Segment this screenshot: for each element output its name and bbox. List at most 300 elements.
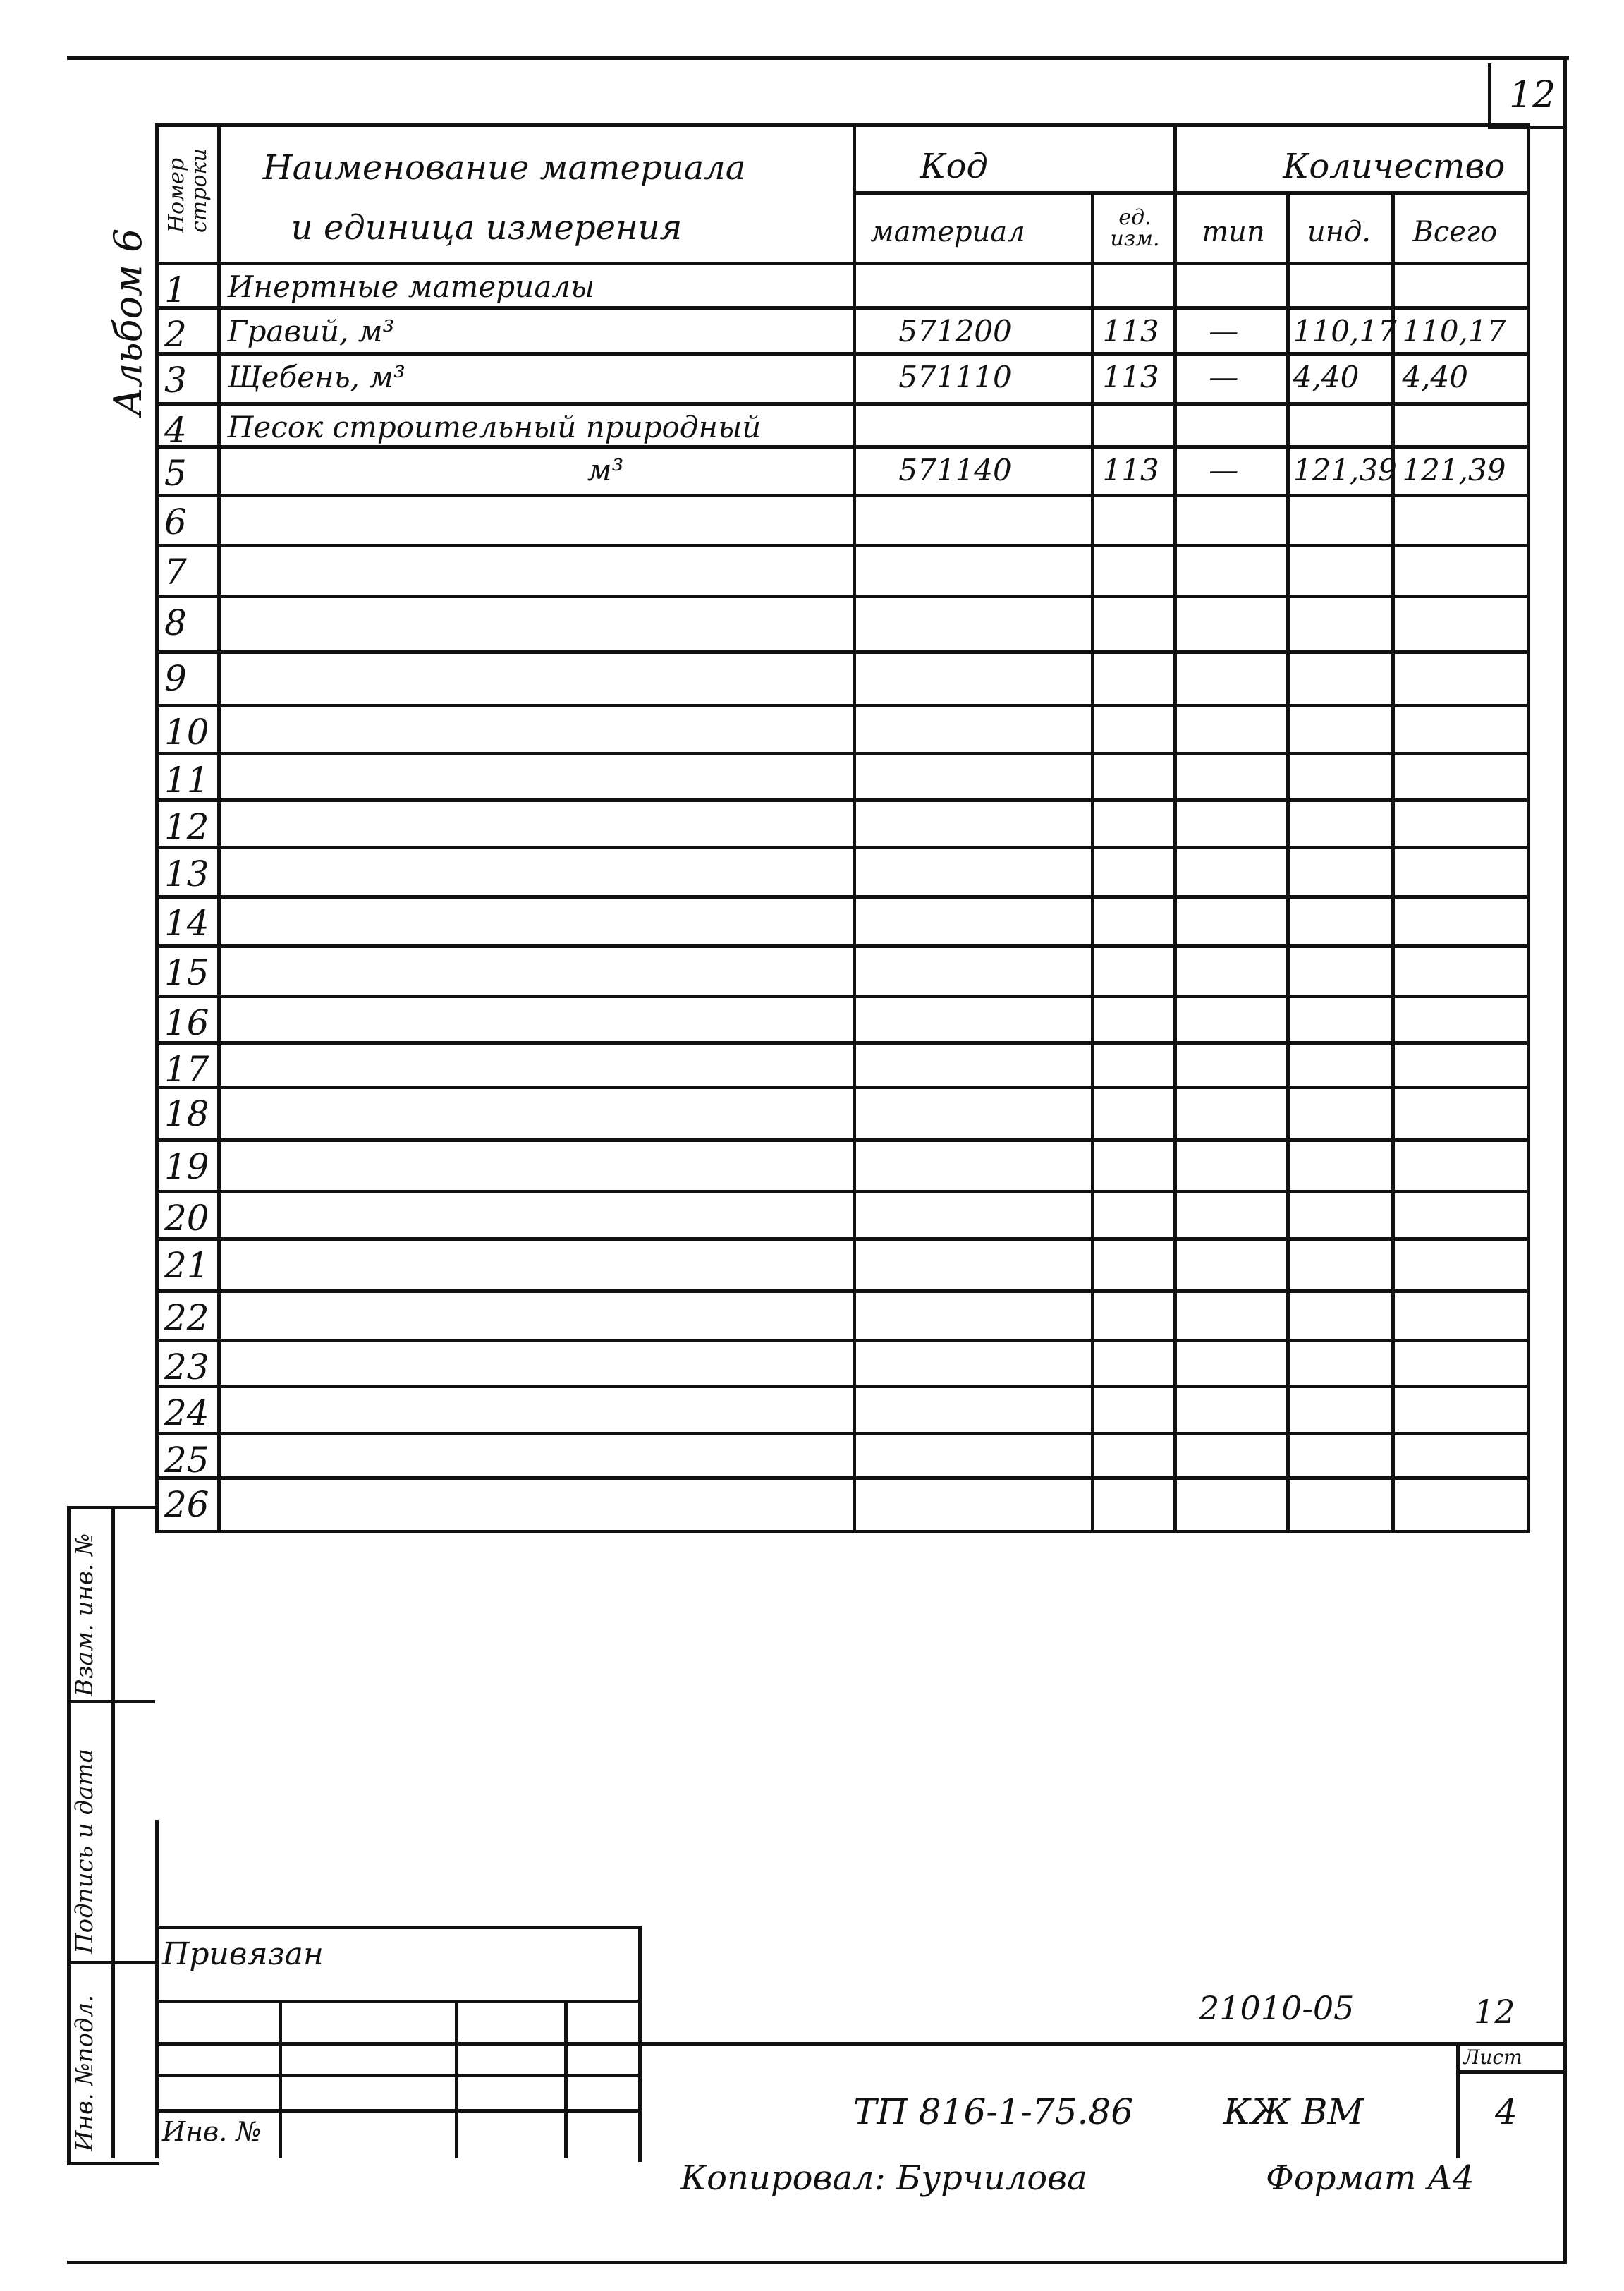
row-type-cell: [1176, 1434, 1288, 1478]
table-row: [157, 308, 1529, 354]
row-unit-cell: [1092, 447, 1176, 496]
sheet-label: Лист: [1463, 2046, 1522, 2069]
row-unit-cell: [1092, 754, 1176, 801]
row-number-cell: [157, 354, 219, 404]
row-type: —: [1209, 453, 1239, 487]
row-unit-cell: [1092, 997, 1176, 1043]
row-ind-cell: [1288, 597, 1393, 652]
top-border-line: [67, 56, 1569, 60]
row-type-cell: [1176, 754, 1288, 801]
side-stamp-sep-1: [67, 1700, 155, 1703]
table-row: [157, 1043, 1529, 1088]
row-total: 121,39: [1402, 453, 1506, 487]
row-type-cell: [1176, 801, 1288, 848]
row-code-cell: [855, 1192, 1092, 1239]
row-code-cell: [855, 264, 1092, 308]
row-unit-cell: [1092, 597, 1176, 652]
row-code-cell: [855, 897, 1092, 947]
table-row: [157, 1088, 1529, 1141]
row-number-cell: [157, 546, 219, 597]
side-stamp-replaced-inv: Взам. инв. №: [71, 1533, 99, 1696]
row-name-cell: [219, 546, 855, 597]
inv-label: Инв. №: [162, 2116, 262, 2147]
side-stamp-signature: Подпись и дата: [71, 1749, 99, 1954]
row-ind-cell: [1288, 1434, 1393, 1478]
row-type-cell: [1176, 1478, 1288, 1532]
header-qty-total: Всего: [1412, 216, 1498, 248]
row-number-cell: [157, 706, 219, 754]
row-number-cell: [157, 897, 219, 947]
row-type-cell: [1176, 496, 1288, 546]
row-number-cell: [157, 801, 219, 848]
row-name: Песок строительный природный: [227, 410, 762, 444]
row-ind: 121,39: [1293, 453, 1397, 487]
row-unit-cell: [1092, 897, 1176, 947]
row-code-cell: [855, 404, 1092, 447]
row-ind-cell: [1288, 706, 1393, 754]
row-number-cell: [157, 1387, 219, 1434]
row-number: 1: [164, 269, 187, 310]
row-name-cell: [219, 404, 855, 447]
row-code-cell: [855, 801, 1092, 848]
row-total: 4,40: [1402, 360, 1468, 394]
row-code-cell: [855, 1387, 1092, 1434]
row-code-cell: [855, 1292, 1092, 1341]
row-name-cell: [219, 652, 855, 706]
table-row: [157, 947, 1529, 997]
row-number-cell: [157, 1239, 219, 1292]
row-number-cell: [157, 404, 219, 451]
row-name-cell: [219, 447, 855, 496]
row-total-cell: [1393, 897, 1529, 947]
row-unit-cell: [1092, 1043, 1176, 1088]
row-unit-cell: [1092, 801, 1176, 848]
row-total-cell: [1393, 546, 1529, 597]
row-code-cell: [855, 652, 1092, 706]
row-number: 18: [164, 1093, 209, 1134]
tied-col-2: [455, 2000, 458, 2158]
sheet-box-left: [1456, 2042, 1460, 2158]
header-code-unit-cell: [1092, 193, 1176, 264]
table-row: [157, 597, 1529, 652]
row-total-cell: [1393, 1387, 1529, 1434]
row-type-cell: [1176, 404, 1288, 447]
row-number: 7: [164, 552, 187, 592]
row-type-cell: [1176, 1292, 1288, 1341]
row-ind-cell: [1288, 1292, 1393, 1341]
row-code-cell: [855, 1043, 1092, 1088]
row-type-cell: [1176, 1341, 1288, 1387]
row-number: 22: [164, 1297, 209, 1338]
row-number: 4: [164, 410, 187, 451]
header-code-unit: ед. изм.: [1110, 205, 1160, 251]
row-type-cell: [1176, 1387, 1288, 1434]
row-ind-cell: [1288, 1141, 1393, 1192]
row-number: 8: [164, 602, 187, 643]
row-name-cell: [219, 801, 855, 848]
row-unit-cell: [1092, 308, 1176, 354]
row-ind-cell: [1288, 354, 1393, 404]
table-row: [157, 1341, 1529, 1387]
row-number: 9: [164, 658, 187, 699]
row-name-cell: [219, 1434, 855, 1478]
page-number: 12: [1509, 74, 1556, 116]
table-row: [157, 546, 1529, 597]
row-total-cell: [1393, 848, 1529, 897]
row-number: 24: [164, 1392, 209, 1433]
row-total-cell: [1393, 1239, 1529, 1292]
row-unit-cell: [1092, 706, 1176, 754]
row-code-cell: [855, 546, 1092, 597]
row-code-cell: [855, 1341, 1092, 1387]
row-number-cell: [157, 1192, 219, 1239]
row-ind-cell: [1288, 801, 1393, 848]
side-stamp-inv-orig: Инв. №подл.: [71, 1995, 99, 2151]
row-total-cell: [1393, 264, 1529, 308]
row-unit-cell: [1092, 1239, 1176, 1292]
row-total: 110,17: [1402, 314, 1506, 348]
row-name-cell: [219, 848, 855, 897]
table-row: [157, 897, 1529, 947]
row-total-cell: [1393, 354, 1529, 404]
table-row: [157, 1239, 1529, 1292]
table-row: [157, 1434, 1529, 1478]
row-code-cell: [855, 1088, 1092, 1141]
table-row: [157, 1141, 1529, 1192]
row-type: —: [1209, 314, 1239, 348]
row-number-cell: [157, 1292, 219, 1341]
header-row-num-cell: [157, 126, 219, 264]
row-ind: 110,17: [1293, 314, 1397, 348]
row-code-cell: [855, 354, 1092, 404]
row-name-cell: [219, 264, 855, 308]
row-ind-cell: [1288, 1192, 1393, 1239]
table-row: [157, 404, 1529, 447]
row-ind-cell: [1288, 1088, 1393, 1141]
row-name-cell: [219, 947, 855, 997]
row-number-cell: [157, 997, 219, 1043]
table-row: [157, 1292, 1529, 1341]
row-code-cell: [855, 1141, 1092, 1192]
row-number-cell: [157, 947, 219, 997]
row-type-cell: [1176, 997, 1288, 1043]
row-number-cell: [157, 1088, 219, 1141]
row-total-cell: [1393, 706, 1529, 754]
table-row: [157, 706, 1529, 754]
row-type: —: [1209, 360, 1239, 394]
row-number-cell: [157, 264, 219, 308]
table-row: [157, 848, 1529, 897]
header-code-group: [855, 126, 1176, 193]
table-row: [157, 652, 1529, 706]
doc-number: 21010-05: [1199, 1989, 1355, 2027]
row-number: 19: [164, 1146, 209, 1187]
side-stamp-divider: [111, 1506, 115, 2158]
row-unit-cell: [1092, 947, 1176, 997]
row-ind-cell: [1288, 1387, 1393, 1434]
row-code: 571200: [898, 314, 1012, 348]
row-number-cell: [157, 496, 219, 546]
table-row: [157, 496, 1529, 546]
row-unit-cell: [1092, 1341, 1176, 1387]
table-row: [157, 754, 1529, 801]
header-code: Код: [920, 147, 988, 186]
row-number-cell: [157, 1043, 219, 1088]
row-type-cell: [1176, 1141, 1288, 1192]
row-number: 6: [164, 502, 187, 542]
row-name-cell: [219, 496, 855, 546]
table-row: [157, 1192, 1529, 1239]
row-type-cell: [1176, 546, 1288, 597]
row-code-cell: [855, 1434, 1092, 1478]
top-sheet-number: 12: [1474, 1993, 1515, 2031]
header-name-line2: и единица измерения: [291, 208, 683, 248]
row-type-cell: [1176, 1043, 1288, 1088]
row-name: Гравий, м³: [227, 314, 395, 348]
row-type-cell: [1176, 1239, 1288, 1292]
row-number: 25: [164, 1440, 209, 1481]
row-number-cell: [157, 1341, 219, 1387]
row-number: 21: [164, 1245, 209, 1286]
row-number: 23: [164, 1347, 209, 1387]
row-number-cell: [157, 1434, 219, 1481]
row-unit-cell: [1092, 1088, 1176, 1141]
row-ind-cell: [1288, 754, 1393, 801]
row-ind-cell: [1288, 1478, 1393, 1532]
header-qty-type: тип: [1202, 216, 1265, 248]
row-total-cell: [1393, 652, 1529, 706]
row-ind-cell: [1288, 1341, 1393, 1387]
row-ind-cell: [1288, 652, 1393, 706]
row-number-cell: [157, 1478, 219, 1532]
row-name-cell: [219, 706, 855, 754]
row-number: 13: [164, 853, 209, 894]
row-number-cell: [157, 848, 219, 897]
row-name-cell: [219, 1478, 855, 1532]
project-code: ТП 816-1-75.86: [853, 2091, 1134, 2132]
side-stamp-sep-2: [67, 1961, 155, 1964]
row-code-cell: [855, 706, 1092, 754]
table-row: [157, 264, 1529, 308]
row-number: 11: [164, 760, 209, 801]
tied-col-3: [564, 2000, 568, 2158]
table-row: [157, 1387, 1529, 1434]
row-total-cell: [1393, 1478, 1529, 1532]
row-total-cell: [1393, 1192, 1529, 1239]
row-unit-cell: [1092, 652, 1176, 706]
row-unit-cell: [1092, 404, 1176, 447]
row-code-cell: [855, 947, 1092, 997]
row-ind-cell: [1288, 264, 1393, 308]
row-ind-cell: [1288, 997, 1393, 1043]
row-name-cell: [219, 1088, 855, 1141]
row-unit-cell: [1092, 1434, 1176, 1478]
row-number: 3: [164, 360, 187, 401]
row-number: 20: [164, 1198, 209, 1239]
row-total-cell: [1393, 1341, 1529, 1387]
row-ind-cell: [1288, 897, 1393, 947]
row-type-cell: [1176, 897, 1288, 947]
materials-table: [155, 123, 1530, 1533]
row-name: м³: [587, 453, 624, 487]
table-row: [157, 997, 1529, 1043]
row-code-cell: [855, 496, 1092, 546]
row-name-cell: [219, 354, 855, 404]
row-total-cell: [1393, 947, 1529, 997]
row-unit: 113: [1102, 360, 1159, 394]
row-ind-cell: [1288, 404, 1393, 447]
row-name-cell: [219, 754, 855, 801]
row-number-cell: [157, 597, 219, 652]
tied-label: Привязан: [162, 1936, 324, 1972]
row-number-cell: [157, 754, 219, 801]
table-row: [157, 1478, 1529, 1532]
table-row: [157, 354, 1529, 404]
bottom-border-line: [67, 2261, 1567, 2264]
row-code-cell: [855, 308, 1092, 354]
row-ind-cell: [1288, 1239, 1393, 1292]
right-border-line: [1563, 56, 1567, 2264]
row-ind-cell: [1288, 447, 1397, 496]
row-number: 12: [164, 806, 209, 847]
row-number: 26: [164, 1484, 209, 1525]
row-name-cell: [219, 1192, 855, 1239]
row-name-cell: [219, 897, 855, 947]
row-total-cell: [1393, 404, 1529, 447]
row-name: Инертные материалы: [227, 269, 595, 304]
row-code: 571140: [898, 453, 1012, 487]
header-name-line1: Наименование материала: [262, 148, 746, 188]
row-number: 5: [164, 453, 187, 494]
album-label: Альбом 6: [106, 228, 150, 416]
header-qty: Количество: [1283, 147, 1506, 186]
row-unit-cell: [1092, 264, 1176, 308]
sheet-index: 4: [1495, 2091, 1518, 2132]
row-name-cell: [219, 1341, 855, 1387]
row-total-cell: [1393, 754, 1529, 801]
row-type-cell: [1176, 264, 1288, 308]
format-label: Формат А4: [1266, 2158, 1475, 2198]
row-ind-cell: [1288, 546, 1393, 597]
row-code-cell: [855, 754, 1092, 801]
row-ind-cell: [1288, 947, 1393, 997]
row-code: 571110: [898, 360, 1012, 394]
row-type-cell: [1176, 652, 1288, 706]
row-unit: 113: [1102, 453, 1159, 487]
row-number-cell: [157, 652, 219, 706]
row-total-cell: [1393, 1434, 1529, 1478]
row-total-cell: [1393, 1043, 1529, 1088]
row-type-cell: [1176, 597, 1288, 652]
row-code-cell: [855, 597, 1092, 652]
row-name-cell: [219, 597, 855, 652]
header-name-cell: [219, 126, 855, 264]
row-code-cell: [855, 447, 1092, 496]
row-type-cell: [1176, 848, 1288, 897]
row-type-cell: [1176, 308, 1288, 354]
row-code-cell: [855, 1478, 1092, 1532]
row-number-cell: [157, 447, 219, 496]
row-total-cell: [1393, 1141, 1529, 1192]
row-name-cell: [219, 997, 855, 1043]
row-unit-cell: [1092, 496, 1176, 546]
header-qty-ind: инд.: [1307, 216, 1372, 248]
row-total-cell: [1393, 1292, 1529, 1341]
row-total-cell: [1393, 597, 1529, 652]
row-total-cell: [1393, 801, 1529, 848]
row-number: 2: [164, 314, 187, 355]
row-number-cell: [157, 1141, 219, 1192]
title-main-top: [638, 2042, 1565, 2046]
row-total-cell: [1393, 447, 1529, 496]
row-code-cell: [855, 1239, 1092, 1292]
header-code-material-cell: [855, 193, 1092, 264]
row-ind-cell: [1288, 1043, 1393, 1088]
row-name-cell: [219, 1141, 855, 1192]
row-number: 17: [164, 1049, 209, 1090]
row-total-cell: [1393, 496, 1529, 546]
row-number: 10: [164, 712, 209, 753]
row-type-cell: [1176, 947, 1288, 997]
row-total-cell: [1393, 997, 1529, 1043]
row-number: 14: [164, 903, 209, 944]
row-type-cell: [1176, 706, 1288, 754]
row-type-cell: [1176, 1088, 1288, 1141]
header-row-num: Номер строки: [164, 148, 212, 233]
row-number-cell: [157, 308, 219, 354]
section-code: КЖ ВМ: [1223, 2091, 1364, 2132]
row-name-cell: [219, 1239, 855, 1292]
row-name-cell: [219, 1292, 855, 1341]
row-unit: 113: [1102, 314, 1159, 348]
row-code-cell: [855, 997, 1092, 1043]
row-unit-cell: [1092, 848, 1176, 897]
row-ind: 4,40: [1293, 360, 1360, 394]
row-name: Щебень, м³: [227, 360, 405, 394]
header-code-material: материал: [870, 216, 1025, 248]
table-row: [157, 447, 1529, 496]
header-qty-group: [1176, 126, 1529, 193]
row-name-cell: [219, 1043, 855, 1088]
row-number: 15: [164, 952, 209, 993]
row-ind-cell: [1288, 848, 1393, 897]
row-unit-cell: [1092, 1192, 1176, 1239]
row-unit-cell: [1092, 354, 1176, 404]
row-unit-cell: [1092, 1141, 1176, 1192]
copied-by: Копировал: Бурчилова: [680, 2158, 1087, 2198]
row-code-cell: [855, 848, 1092, 897]
row-total-cell: [1393, 1088, 1529, 1141]
header-qty-total-cell: [1393, 193, 1529, 264]
row-unit-cell: [1092, 546, 1176, 597]
row-ind-cell: [1288, 308, 1397, 354]
row-type-cell: [1176, 1192, 1288, 1239]
row-type-cell: [1176, 354, 1288, 404]
row-number: 16: [164, 1002, 209, 1043]
header-qty-type-cell: [1176, 193, 1288, 264]
row-total-cell: [1393, 308, 1529, 354]
header-qty-ind-cell: [1288, 193, 1393, 264]
row-type-cell: [1176, 447, 1288, 496]
row-unit-cell: [1092, 1478, 1176, 1532]
row-name-cell: [219, 1387, 855, 1434]
sheet-box-mid: [1456, 2070, 1565, 2074]
row-name-cell: [219, 308, 855, 354]
row-unit-cell: [1092, 1387, 1176, 1434]
tied-col-1: [279, 2000, 282, 2158]
row-ind-cell: [1288, 496, 1393, 546]
table-row: [157, 801, 1529, 848]
